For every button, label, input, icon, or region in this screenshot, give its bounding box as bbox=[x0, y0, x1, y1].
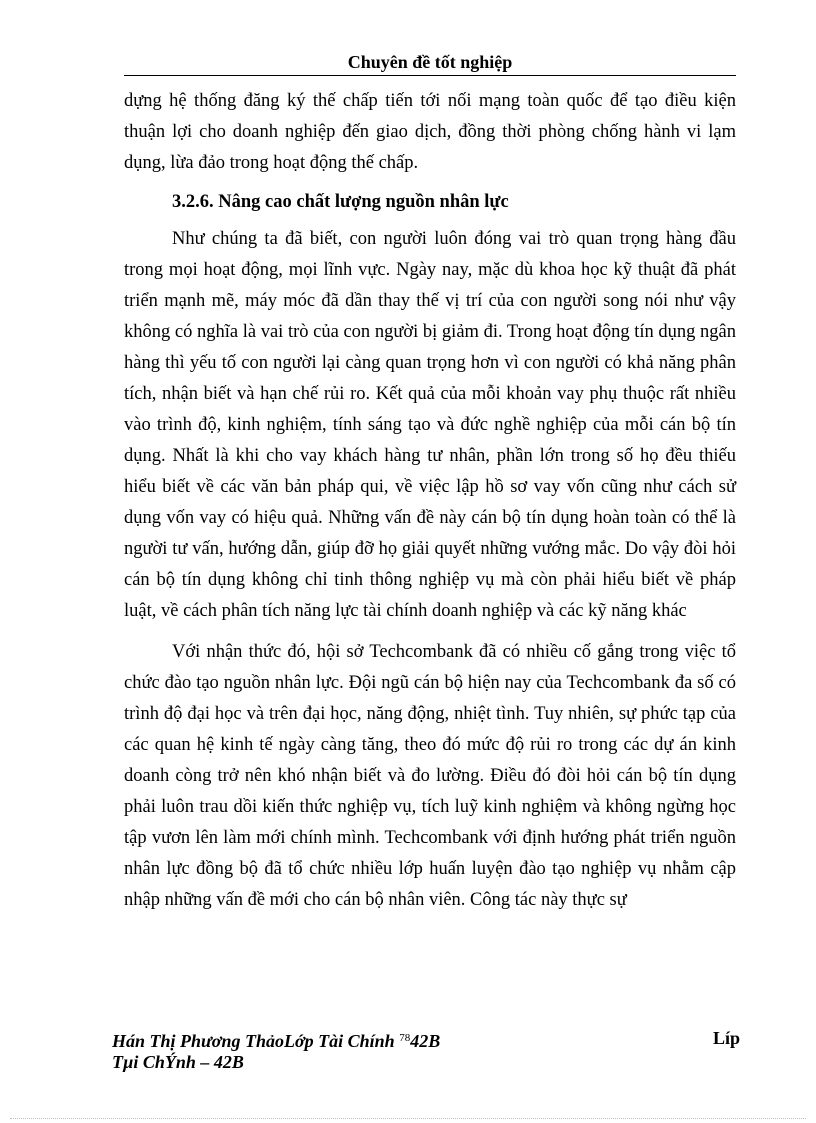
bottom-dotted-divider bbox=[10, 1118, 806, 1119]
footer-class-suffix: 42B bbox=[410, 1031, 441, 1051]
page-footer bbox=[112, 1026, 740, 1074]
footer-line-2: Tµi ChÝnh – 42B bbox=[112, 1052, 244, 1072]
footer-right-text: Líp bbox=[712, 1028, 740, 1048]
document-body bbox=[124, 86, 736, 916]
footer-author: Hán Thị Phương ThảoLớp Tài Chính bbox=[112, 1031, 400, 1051]
page-header-title: Chuyên đề tốt nghiệp bbox=[347, 52, 513, 72]
section-heading: 3.2.6. Nâng cao chất lượng nguồn nhân lực bbox=[172, 192, 509, 212]
paragraph-1: Như chúng ta đã biết, con người luôn đóng vai trò quan trọng hàng đầu trong mọi hoạt động, mọi lĩnh vực. Ngày nay, mặc dù khoa học kỹ thuật đã phát triển mạnh mẽ, máy móc đã dần thay thế vị trí của con người song nói như vậy không có nghĩa là vai trò của con người bị giảm đi. Trong hoạt động tín dụng ngân hàng thì yếu tố con người lại càng quan trọng hơn vì con người có khả năng phân tích, nhận biết và hạn chế rủi ro. Kết quả của mỗi khoản vay phụ thuộc rất nhiều vào trình độ, kinh nghiệm, tính sáng tạo và đức nghề nghiệp của mỗi cán bộ tín dụng. Nhất là khi cho vay khách hàng tư nhân, phần lớn trong số họ đều thiếu hiểu biết về các văn bản pháp qui, về việc lập hồ sơ vay vốn cũng như cách sử dụng vốn vay có hiệu quả. Những vấn đề này cán bộ tín dụng hoàn toàn có thể là người tư vấn, hướng dẫn, giúp đỡ họ giải quyết những vướng mắc. Do vậy đòi hỏi cán bộ tín dụng không chỉ tinh thông nghiệp vụ mà còn phải hiểu biết về pháp luật, về cách phân tích năng lực tài chính doanh nghiệp và các kỹ năng khác bbox=[124, 229, 736, 621]
footer-author-class bbox=[112, 1026, 440, 1053]
page-number: 78 bbox=[399, 1032, 411, 1044]
footer-line-1 bbox=[112, 1026, 740, 1050]
paragraph-2: Với nhận thức đó, hội sở Techcombank đã có nhiều cố gắng trong việc tổ chức đào tạo nguồn nhân lực. Đội ngũ cán bộ hiện nay của Techcombank đa số có trình độ đại học và trên đại học, năng động, nhiệt tình. Tuy nhiên, sự phức tạp của các quan hệ kinh tế ngày càng tăng, theo đó mức độ rủi ro trong các dự án kinh doanh còng trở nên khó nhận biết và đo lường. Điều đó đòi hỏi cán bộ tín dụng phải luôn trau dồi kiến thức nghiệp vụ, tích luỹ kinh nghiệm và không ngừng học tập vươn lên làm mới chính mình. Techcombank với định hướng phát triển nguồn nhân lực đồng bộ đã tổ chức nhiều lớp huấn luyện đào tạo nghiệp vụ nhằm cập nhập những vấn đề mới cho cán bộ nhân viên. Công tác này thực sự bbox=[124, 642, 736, 910]
header-divider bbox=[124, 75, 736, 76]
intro-paragraph: dựng hệ thống đăng ký thế chấp tiến tới nối mạng toàn quốc để tạo điều kiện thuận lợi cho doanh nghiệp đến giao dịch, đồng thời phòng chống hành vi lạm dụng, lừa đảo trong hoạt động thế chấp. bbox=[124, 91, 736, 173]
